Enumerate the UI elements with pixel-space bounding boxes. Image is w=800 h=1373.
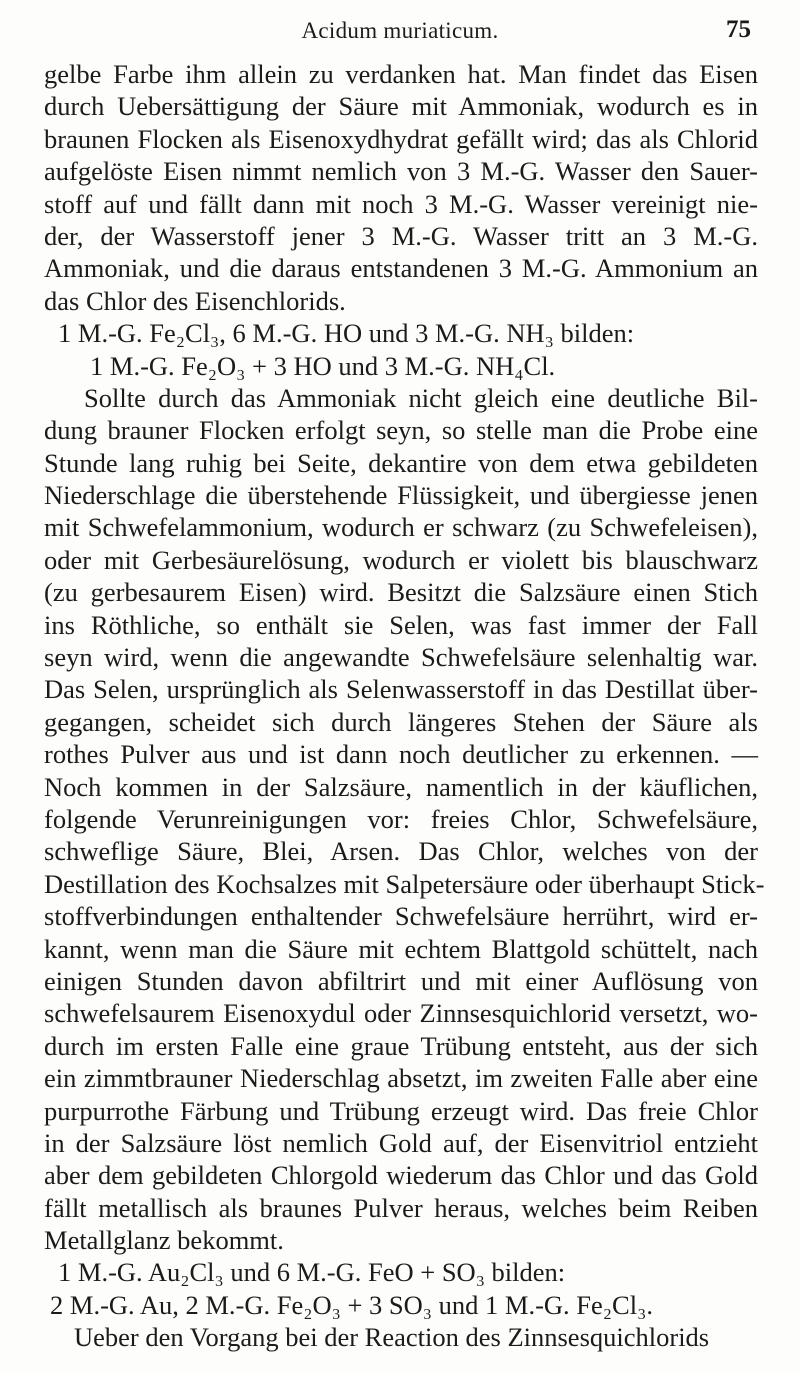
text-line: das Chlor des Eisenchlorids.	[44, 285, 346, 316]
text-line: gegangen, scheidet sich durch längeres Stehen der Säure als	[44, 706, 758, 737]
text-line: (zu gerbesaurem Eisen) wird. Besitzt die Salzsäure einen Stich	[44, 577, 758, 608]
text-line: folgende Verunreinigungen vor: freies Chlor, Schwefelsäure,	[44, 803, 758, 834]
text-line: schweflige Säure, Blei, Arsen. Das Chlor, welches von der	[44, 836, 758, 867]
text-line: aufgelöste Eisen nimmt nemlich von 3 M.-G. Wasser den Sauer-	[44, 156, 758, 187]
text-line: mit Schwefelammonium, wodurch er schwarz (zu Schwefeleisen),	[44, 512, 758, 543]
text-line: Ammoniak, und die daraus entstandenen 3 M.-G. Ammonium an	[44, 253, 758, 284]
page-header	[0, 14, 800, 50]
text-line: der, der Wasserstoff jener 3 M.-G. Wasser tritt an 3 M.-G.	[44, 220, 758, 251]
text-line: stoffverbindungen enthaltender Schwefelsäure herrührt, wird er-	[44, 901, 758, 932]
text-line: einigen Stunden davon abfiltrirt und mit einer Auflösung von	[44, 965, 758, 996]
text-line: in der Salzsäure löst nemlich Gold auf, der Eisenvitriol entzieht	[44, 1127, 758, 1158]
text-line: seyn wird, wenn die angewandte Schwefelsäure selenhaltig war.	[44, 642, 758, 673]
text-line: gelbe Farbe ihm allein zu verdanken hat. Man findet das Eisen	[44, 59, 758, 89]
formula-line: 2 M.-G. Au, 2 M.-G. Fe₂O₃ + 3 SO₃ und 1 M.-G. Fe₂Cl₃.	[50, 1289, 653, 1320]
text-line: Niederschlage die überstehende Flüssigkeit, und übergiesse jenen	[44, 480, 758, 511]
text-line: purpurrothe Färbung und Trübung erzeugt wird. Das freie Chlor	[44, 1095, 758, 1126]
text-line: kannt, wenn man die Säure mit echtem Blattgold schüttelt, nach	[44, 933, 758, 964]
text-line: durch im ersten Falle eine graue Trübung entsteht, aus der sich	[44, 1030, 758, 1061]
text-line: ins Röthliche, so enthält sie Selen, was fast immer der Fall	[44, 609, 758, 640]
text-line: oder mit Gerbesäurelösung, wodurch er violett bis blauschwarz	[44, 544, 758, 575]
formula-line: 1 M.-G. Fe₂Cl₃, 6 M.-G. HO und 3 M.-G. NH₃ bilden:	[58, 318, 635, 349]
text-line: Ueber den Vorgang bei der Reaction des Zinnsesquichlorids	[74, 1322, 710, 1353]
text-line: fällt metallisch als braunes Pulver heraus, welches beim Reiben	[44, 1192, 758, 1223]
paragraph-start-line: Sollte durch das Ammoniak nicht gleich eine deutliche Bil-	[84, 382, 758, 413]
text-line: ein zimmtbrauner Niederschlag absetzt, im zweiten Falle aber eine	[44, 1063, 758, 1094]
body-text	[44, 58, 765, 1354]
text-line: Metallglanz bekommt.	[44, 1225, 284, 1256]
text-line: aber dem gebildeten Chlorgold wiederum das Chlor und das Gold	[44, 1160, 758, 1191]
text-line: durch Uebersättigung der Säure mit Ammoniak, wodurch es in	[44, 91, 758, 122]
text-line: Noch kommen in der Salzsäure, namentlich in der käuflichen,	[44, 771, 758, 802]
text-line: Stunde lang ruhig bei Seite, dekantire von dem etwa gebildeten	[44, 447, 758, 478]
page-number: 75	[726, 16, 751, 43]
text-line: Das Selen, ursprünglich als Selenwasserstoff in das Destillat über-	[44, 674, 758, 705]
text-line: stoff auf und fällt dann mit noch 3 M.-G. Wasser vereinigt nie-	[44, 188, 758, 219]
text-line: schwefelsaurem Eisenoxydul oder Zinnsesquichlorid versetzt, wo-	[44, 998, 758, 1029]
formula-line: 1 M.-G. Au₂Cl₃ und 6 M.-G. FeO + SO₃ bilden:	[58, 1257, 566, 1288]
text-line: rothes Pulver aus und ist dann noch deutlicher zu erkennen. —	[44, 739, 758, 770]
running-title: Acidum muriaticum.	[301, 18, 499, 43]
text-line: Destillation des Kochsalzes mit Salpetersäure oder überhaupt Stick-	[44, 868, 765, 899]
formula-line: 1 M.-G. Fe₂O₃ + 3 HO und 3 M.-G. NH₄Cl.	[90, 350, 556, 381]
text-line: braunen Flocken als Eisenoxydhydrat gefällt wird; das als Chlorid	[44, 123, 758, 154]
text-line: dung brauner Flocken erfolgt seyn, so stelle man die Probe eine	[44, 415, 758, 446]
